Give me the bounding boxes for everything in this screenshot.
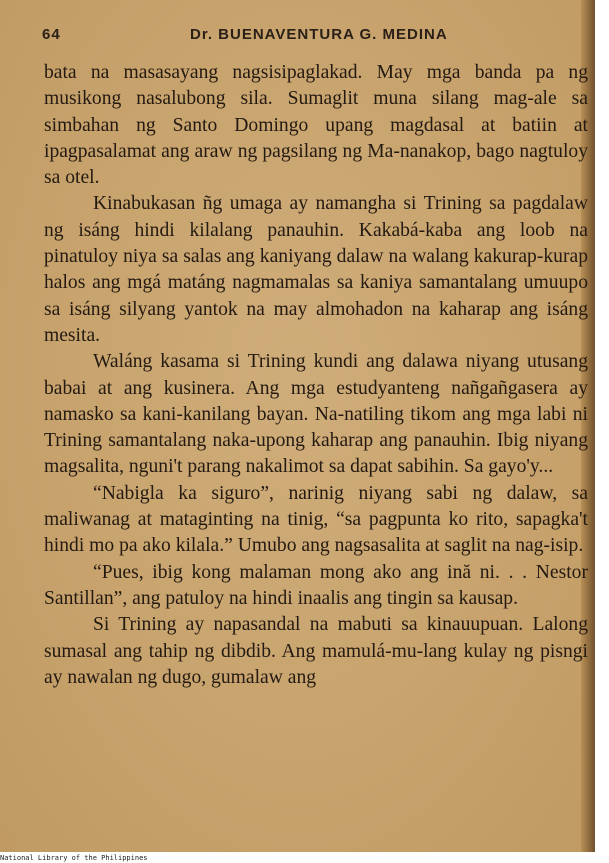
page-header (42, 26, 555, 50)
paragraph: “Pues, ibig kong malaman mong ako ang ină ni. . . Nestor Santillan”, ang patuloy na hindi inaalis ang tingin sa kausap. (44, 561, 588, 609)
paragraph: bata na masasayang nagsisipaglakad. May mga banda pa ng musikong nasalubong sila. Sumaglit muna silang mag-ale sa simbahan ng Santo Domingo upang magdasal at batiin at ipagpasalamat ang araw ng pagsilang ng Ma-nanakop, bago nagtuloy sa otel. (44, 62, 588, 189)
running-head: Dr. BUENAVENTURA G. MEDINA (190, 26, 448, 43)
paragraph: Waláng kasama si Trining kundi ang dalawa niyang utusang babai at ang kusinera. Ang mga estudyanteng nañgañgasera ay namasko sa kani-kanilang bayan. Na-natiling tikom ang mga labi ni Trining samantalang naka-upong kaharap ang panauhin. Ibig niyang magsalita, nguni't parang nakalimot sa dapat sabihin. Sa gayo'y... (44, 351, 588, 478)
paragraph: Si Trining ay napasandal na mabuti sa kinauupuan. Lalong sumasal ang tahip ng dibdib. Ang mamulá-mu-lang kulay ng pisngi ay nawalan ng dugo, gumalaw ang (44, 614, 588, 688)
paragraph: Kinabukasan ñg umaga ay namangha si Trining sa pagdalaw ng isáng hindi kilalang panauhin. Kakabá-kaba ang loob na pinatuloy niya sa salas ang kaniyang dalaw na walang kakurap-kurap halos ang mgá matáng nagmamalas sa kaniya samantalang umuupo sa isáng silyang yantok na may almohadon na kaharap ang isáng mesita. (44, 193, 588, 346)
body-text (44, 60, 588, 691)
library-credit: National Library of the Philippines (0, 854, 148, 862)
paragraph: “Nabigla ka siguro”, narinig niyang sabi ng dalaw, sa maliwanag at mataginting na tinig, “sa pagpunta ko rito, sapagka't hindi mo pa ako kilala.” Umubo ang nagsasalita at saglit na nag-isip. (44, 482, 588, 557)
page-number: 64 (42, 26, 61, 43)
